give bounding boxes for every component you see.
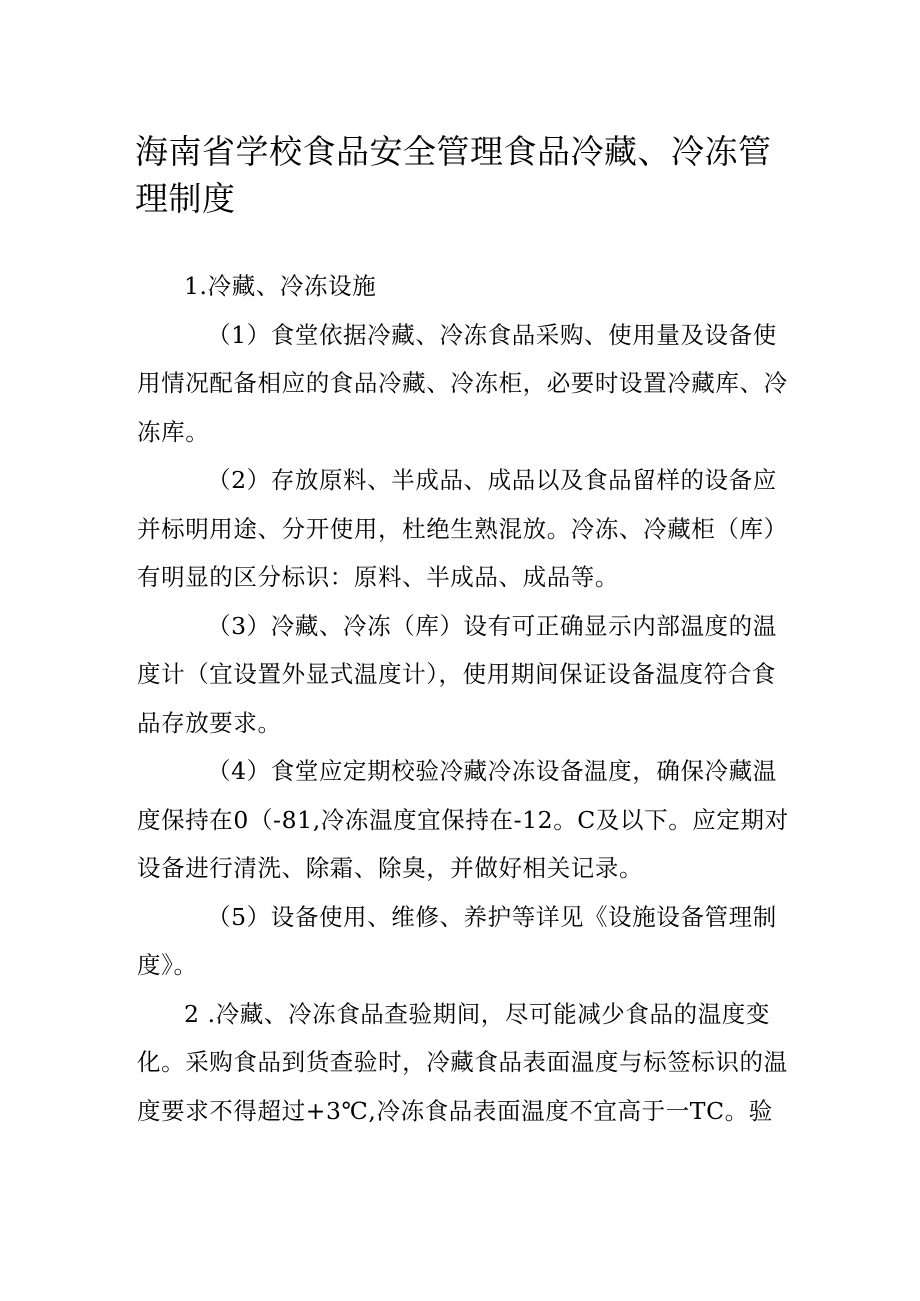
paragraph-item-2: （2）存放原料、半成品、成品以及食品留样的设备应并标明用途、分开使用，杜绝生熟混放。冷冻、冷藏柜（库）有明显的区分标识：原料、半成品、成品等。 — [137, 466, 788, 591]
document-title: 海南省学校食品安全管理食品冷藏、冷冻管理制度 — [135, 132, 772, 218]
section-heading-1: 1.冷藏、冷冻设施 — [184, 272, 377, 300]
paragraph-item-4: （4）食堂应定期校验冷藏冷冻设备温度，确保冷藏温度保持在0（-81,冷冻温度宜保持在-12。C及以下。应定期对设备进行清洗、除霜、除臭，并做好相关记录。 — [137, 757, 789, 882]
paragraph-item-3: （3）冷藏、冷冻（库）设有可正确显示内部温度的温度计（宜设置外显式温度计），使用期间保证设备温度符合食品存放要求。 — [137, 611, 777, 737]
paragraph-item-5: （5）设备使用、维修、养护等详见《设施设备管理制度》。 — [137, 902, 777, 979]
paragraph-item-1: （1）食堂依据冷藏、冷冻食品采购、使用量及设备使用情况配备相应的食品冷藏、冷冻柜，必要时设置冷藏库、冷冻库。 — [137, 320, 788, 446]
document-body — [137, 262, 797, 1135]
section-paragraph-2: 2 .冷藏、冷冻食品查验期间，尽可能减少食品的温度变化。采购食品到货查验时，冷藏食品表面温度与标签标识的温度要求不得超过+3℃,冷冻食品表面温度不宜高于一TC。验 — [137, 999, 788, 1125]
